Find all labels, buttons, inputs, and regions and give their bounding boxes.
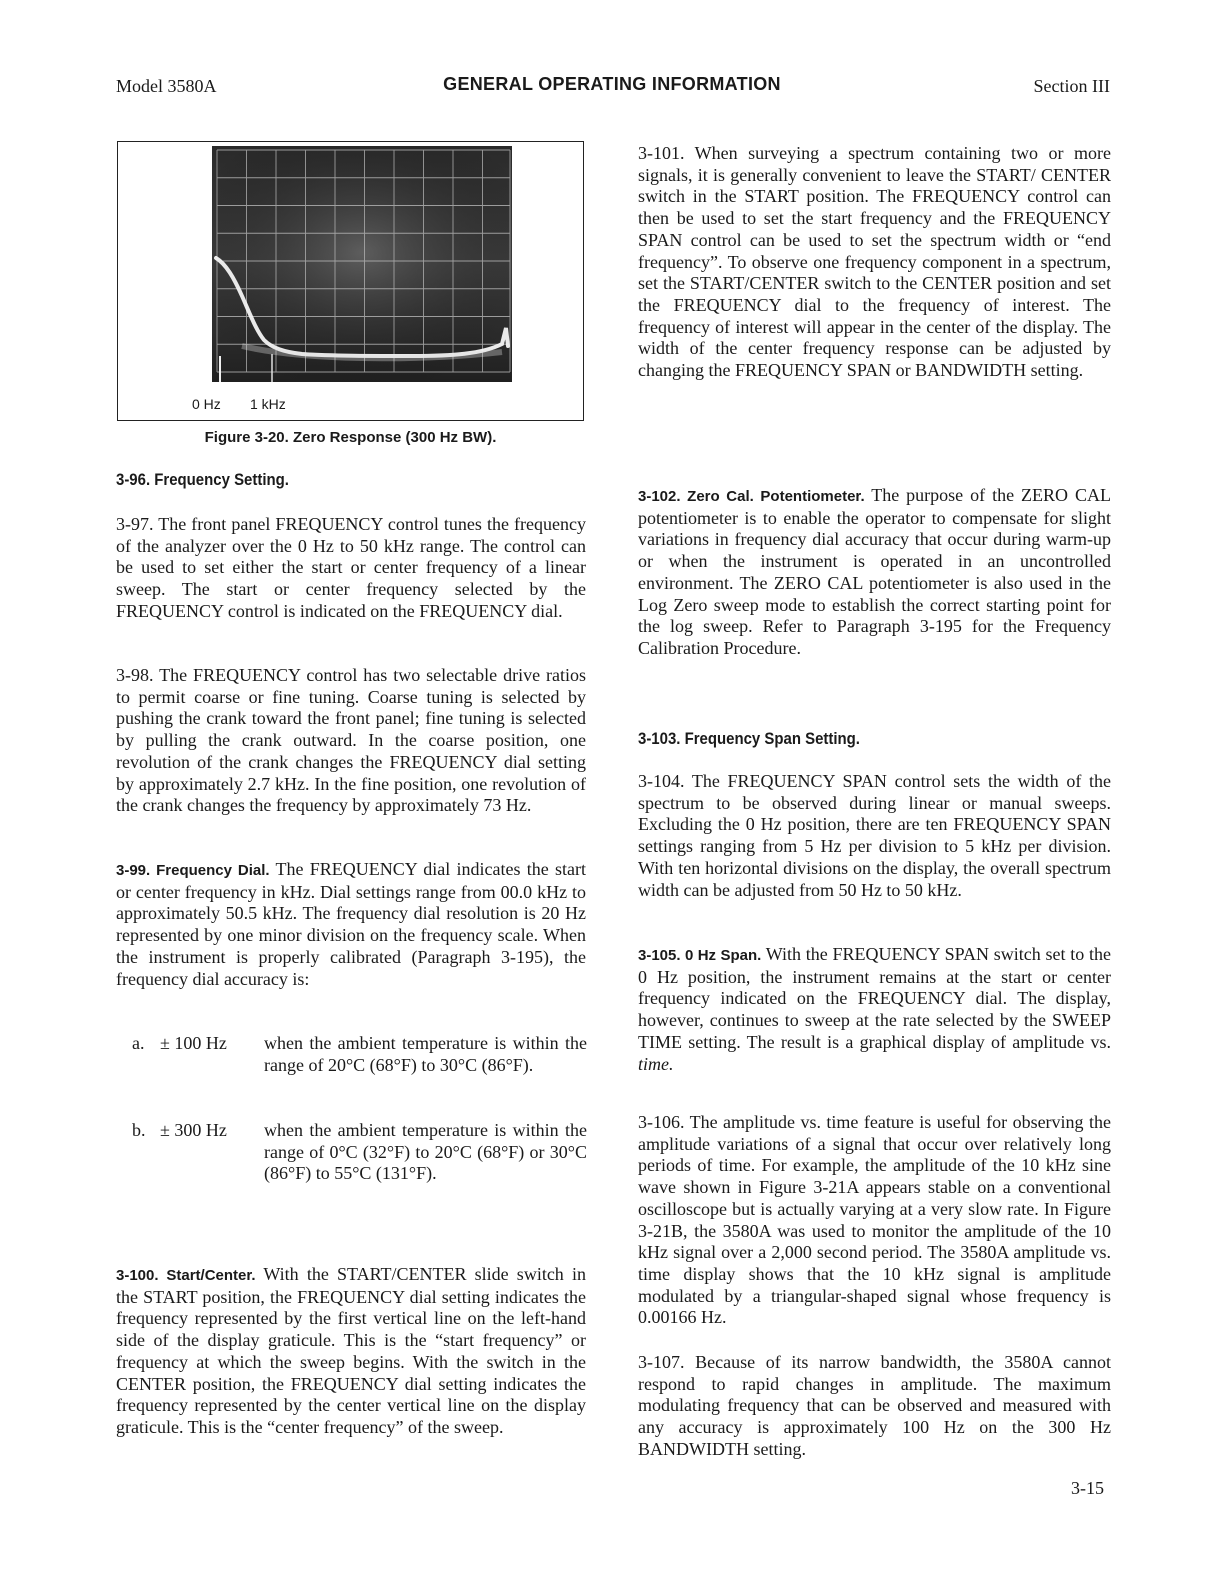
paragraph-3-98-text: 3-98. The FREQUENCY control has two selectable drive ratios to permit coarse or fine tuning. Coarse tuning is selected by pushing the crank toward the front panel; fine tuning is selected by pulling the crank outward. In the coarse position, one revolution of the crank changes the FREQUENCY dial setting by approximately 2.7 kHz. In the fine position, one revolution of the crank changes the frequency by approximately 73 Hz.	[116, 665, 586, 816]
paragraph-3-105-text: With the FREQUENCY SPAN switch set to the 0 Hz position, the instrument remains at the start or center frequency indicated on the FREQUENCY dial. The display, however, continues to sweep at the rate selected by the SWEEP TIME setting. The result is a graphical display of amplitude vs.	[638, 944, 1111, 1052]
paragraph-3-98	[116, 665, 586, 817]
paragraph-3-105-lead: 3-105. 0 Hz Span.	[638, 947, 762, 964]
page-number: 3-15	[1071, 1478, 1104, 1498]
item-b-desc: when the ambient temperature is within the range of 0°C (32°F) to 20°C (68°F) or 30°C (86°F) to 55°C (131°F).	[264, 1120, 587, 1184]
paragraph-3-101	[638, 143, 1111, 382]
figure-caption: Figure 3-20. Zero Response (300 Hz BW).	[204, 429, 497, 446]
paragraph-3-106	[638, 1112, 1111, 1329]
paragraph-3-99	[116, 859, 586, 990]
paragraph-3-102-text: The purpose of the ZERO CAL potentiometer is to enable the operator to compensate for slight variations in frequency dial accuracy that occur during warm-up or when the instrument is operated in an uncontrolled environment. The ZERO CAL potentiometer is also used in the Log Zero sweep mode to establish the correct starting point for the log sweep. Refer to Paragraph 3-195 for the Frequency Calibration Procedure.	[638, 485, 1111, 658]
item-b-range: ± 300 Hz	[160, 1120, 227, 1140]
paragraph-3-107	[638, 1352, 1111, 1461]
paragraph-3-102-lead: 3-102. Zero Cal. Potentiometer.	[638, 488, 865, 505]
paragraph-3-100-text: With the START/CENTER slide switch in the START position, the FREQUENCY dial setting indicates the frequency represented by the first vertical line on the left-hand side of the display graticule. This is the “start frequency” or frequency at which the sweep begins. With the switch in the CENTER position, the FREQUENCY dial setting indicates the frequency represented by the center vertical line on the display graticule. This is the “center frequency” of the sweep.	[116, 1264, 586, 1437]
paragraph-3-105-italic: time.	[638, 1053, 674, 1074]
paragraph-3-97	[116, 514, 586, 623]
item-a-letter: a.	[132, 1033, 145, 1053]
paragraph-3-100-lead: 3-100. Start/Center.	[116, 1267, 256, 1284]
header-section: Section III	[1033, 76, 1110, 96]
heading-3-103: 3-103. Frequency Span Setting.	[638, 729, 860, 748]
item-a-range: ± 100 Hz	[160, 1033, 227, 1053]
paragraph-3-99-text: The FREQUENCY dial indicates the start or center frequency in kHz. Dial settings range from 00.0 kHz to approximately 50.5 kHz. The frequency dial resolution is 20 Hz represented by one minor division on the frequency scale. When the instrument is properly calibrated (Paragraph 3-195), the frequency dial accuracy is:	[116, 859, 586, 989]
header-model: Model 3580A	[116, 76, 217, 96]
paragraph-3-105	[638, 944, 1111, 1075]
paragraph-3-99-lead: 3-99. Frequency Dial.	[116, 862, 270, 879]
paragraph-3-104-text: 3-104. The FREQUENCY SPAN control sets the width of the spectrum to be observed during linear or manual sweeps. Excluding the 0 Hz position, there are ten FREQUENCY SPAN settings ranging from 5 Hz per division to 5 kHz per division. With ten horizontal divisions on the display, the overall spectrum width can be adjusted from 50 Hz to 50 kHz.	[638, 771, 1111, 900]
oscilloscope-display-image	[212, 146, 512, 382]
item-a-desc: when the ambient temperature is within the range of 20°C (68°F) to 30°C (86°F).	[264, 1033, 587, 1075]
figure-label-0hz: 0 Hz	[192, 396, 221, 412]
paragraph-3-102	[638, 485, 1111, 660]
heading-3-96: 3-96. Frequency Setting.	[116, 470, 289, 489]
paragraph-3-106-text: 3-106. The amplitude vs. time feature is useful for observing the amplitude variations of a signal that occur over relatively long periods of time. For example, the amplitude of the 10 kHz sine wave shown in Figure 3-21A appears stable on a conventional oscilloscope but is actually varying at a very slow rate. In Figure 3-21B, the 3580A was used to monitor the amplitude of the 10 kHz signal over a 2,000 second period. The 3580A amplitude vs. time display shows that the 10 kHz signal is amplitude modulated by a triangular-shaped signal whose frequency is 0.00166 Hz.	[638, 1112, 1111, 1328]
paragraph-3-107-text: 3-107. Because of its narrow bandwidth, the 3580A cannot respond to rapid changes in amplitude. The maximum modulating frequency that can be observed and measured with any accuracy is approximately 100 Hz on the 300 Hz BANDWIDTH setting.	[638, 1352, 1111, 1459]
figure-label-1khz: 1 kHz	[250, 396, 286, 412]
item-b-letter: b.	[132, 1120, 146, 1140]
page-title: GENERAL OPERATING INFORMATION	[443, 74, 781, 94]
paragraph-3-104	[638, 771, 1111, 901]
paragraph-3-101-text: 3-101. When surveying a spectrum containing two or more signals, it is generally convenient to leave the START/ CENTER switch in the START position. The FREQUENCY control can then be used to set the start frequency and the FREQUENCY SPAN control can be used to set the spectrum width or “end frequency”. To observe one frequency component in a spectrum, set the START/CENTER switch to the CENTER position and set the FREQUENCY dial to the frequency of interest. The frequency of interest will appear in the center of the display. The width of the center frequency response can be adjusted by changing the FREQUENCY SPAN or BANDWIDTH setting.	[638, 143, 1111, 381]
paragraph-3-100	[116, 1264, 586, 1439]
paragraph-3-97-text: 3-97. The front panel FREQUENCY control tunes the frequency of the analyzer over the 0 Hz to 50 kHz range. The control can be used to set either the start or center frequency of a linear sweep. The start or center frequency selected by the FREQUENCY control is indicated on the FREQUENCY dial.	[116, 514, 586, 621]
